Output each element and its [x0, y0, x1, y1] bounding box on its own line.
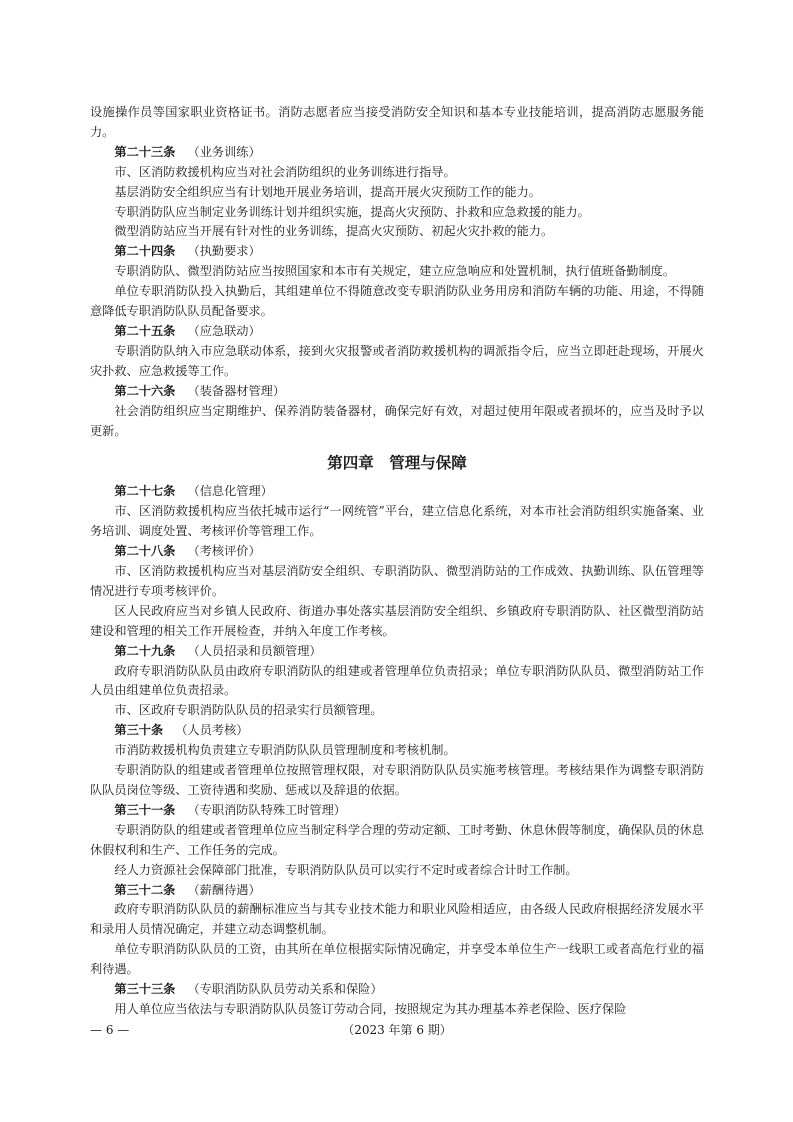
- article-number: 第二十五条: [114, 323, 176, 338]
- article-title: （装备器材管理）: [187, 383, 286, 398]
- article-title: （薪酬待遇）: [187, 882, 261, 897]
- paragraph: 市、区政府专职消防队队员的招录实行员额管理。: [114, 703, 383, 718]
- paragraph: 专职消防队应当制定业务训练计划并组织实施，提高火灾预防、扑救和应急救援的能力。: [114, 204, 590, 219]
- paragraph: 政府专职消防队队员由政府专职消防队的组建或者管理单位负责招录；单位专职消防队队员、微型消防站工作人员由组建单位负责招录。: [90, 663, 704, 698]
- paragraph: 微型消防站应当开展有针对性的业务训练，提高火灾预防、初起火灾扑救的能力。: [114, 224, 554, 239]
- paragraph: 专职消防队的组建或者管理单位应当制定科学合理的劳动定额、工时考勤、休息休假等制度，确保队员的休息休假权利和生产、工作任务的完成。: [90, 822, 704, 857]
- article-title: （应急联动）: [187, 323, 261, 338]
- article-24-heading: [90, 242, 704, 262]
- article-number: 第三十条: [114, 723, 164, 738]
- article-28-heading: [90, 542, 704, 562]
- article-title: （执勤要求）: [187, 244, 261, 259]
- paragraph: 专职消防队、微型消防站应当按照国家和本市有关规定，建立应急响应和处置机制，执行值班备勤制度。: [114, 264, 676, 279]
- article-30-heading: [90, 721, 704, 741]
- paragraph: 市、区消防救援机构应当依托城市运行“一网统管”平台，建立信息化系统，对本市社会消防组织实施备案、业务培训、调度处置、考核评价等管理工作。: [90, 504, 704, 539]
- article-25-heading: [90, 322, 704, 342]
- regulation-body: [90, 103, 704, 1020]
- article-number: 第三十三条: [114, 982, 176, 997]
- issue-label: （2023 年第 6 期）: [342, 1023, 452, 1037]
- article-number: 第二十四条: [114, 244, 176, 259]
- paragraph: 专职消防队的组建或者管理单位按照管理权限，对专职消防队队员实施考核管理。考核结果作为调整专职消防队队员岗位等级、工资待遇和奖励、惩戒以及辞退的依据。: [90, 763, 704, 797]
- article-27-heading: [90, 482, 704, 502]
- article-29-heading: [90, 642, 704, 662]
- paragraph: 专职消防队纳入市应急联动体系，接到火灾报警或者消防救援机构的调派指令后，应当立即赶赴现场，开展火灾扑救、应急救援等工作。: [90, 343, 704, 378]
- article-title: （人员考核）: [175, 723, 249, 738]
- article-number: 第二十九条: [114, 643, 176, 658]
- paragraph: 社会消防组织应当定期维护、保养消防装备器材，确保完好有效，对超过使用年限或者损坏的，应当及时予以更新。: [90, 403, 704, 438]
- page-number: — 6 —: [90, 1023, 130, 1037]
- article-number: 第三十二条: [114, 882, 176, 897]
- chapter-heading: 第四章 管理与保障: [327, 454, 467, 473]
- article-33-heading: [90, 980, 704, 1000]
- article-title: （专职消防队队员劳动关系和保险）: [187, 982, 383, 997]
- article-number: 第二十八条: [114, 544, 176, 559]
- paragraph: 用人单位应当依法与专职消防队队员签订劳动合同，按照规定为其办理基本养老保险、医疗保险: [114, 1001, 627, 1016]
- article-number: 第三十一条: [114, 802, 176, 817]
- paragraph: 政府专职消防队队员的薪酬标准应当与其专业技术能力和职业风险相适应，由各级人民政府根据经济发展水平和录用人员情况确定，并建立动态调整机制。: [90, 902, 704, 937]
- article-number: 第二十三条: [114, 144, 176, 159]
- article-title: （考核评价）: [187, 544, 261, 559]
- paragraph: 经人力资源社会保障部门批准，专职消防队队员可以实行不定时或者综合计时工作制。: [114, 862, 578, 877]
- paragraph: 区人民政府应当对乡镇人民政府、街道办事处落实基层消防安全组织、乡镇政府专职消防队、社区微型消防站建设和管理的相关工作开展检查，并纳入年度工作考核。: [90, 603, 704, 638]
- article-26-heading: [90, 382, 704, 402]
- article-number: 第二十六条: [114, 383, 176, 398]
- continued-paragraph: 设施操作员等国家职业资格证书。消防志愿者应当接受消防安全知识和基本专业技能培训，提高消防志愿服务能力。: [90, 105, 704, 139]
- paragraph: 市、区消防救援机构应当对基层消防安全组织、专职消防队、微型消防站的工作成效、执勤训练、队伍管理等情况进行专项考核评价。: [90, 564, 704, 598]
- article-title: （人员招录和员额管理）: [187, 643, 322, 658]
- article-title: （专职消防队特殊工时管理）: [187, 802, 346, 817]
- paragraph: 单位专职消防队投入执勤后，其组建单位不得随意改变专职消防队业务用房和消防车辆的功能、用途，不得随意降低专职消防队队员配备要求。: [90, 284, 704, 319]
- article-32-heading: [90, 881, 704, 901]
- article-title: （业务训练）: [187, 144, 261, 159]
- paragraph: 单位专职消防队队员的工资，由其所在单位根据实际情况确定，并享受本单位生产一线职工或者高危行业的福利待遇。: [90, 942, 704, 977]
- article-23-heading: [90, 143, 704, 163]
- article-title: （信息化管理）: [187, 484, 273, 499]
- article-number: 第二十七条: [114, 484, 176, 499]
- paragraph: 市消防救援机构负责建立专职消防队队员管理制度和考核机制。: [114, 743, 456, 758]
- paragraph: 市、区消防救援机构应当对社会消防组织的业务训练进行指导。: [114, 164, 456, 179]
- paragraph: 基层消防安全组织应当有计划地开展业务培训，提高开展火灾预防工作的能力。: [114, 184, 541, 199]
- article-31-heading: [90, 801, 704, 821]
